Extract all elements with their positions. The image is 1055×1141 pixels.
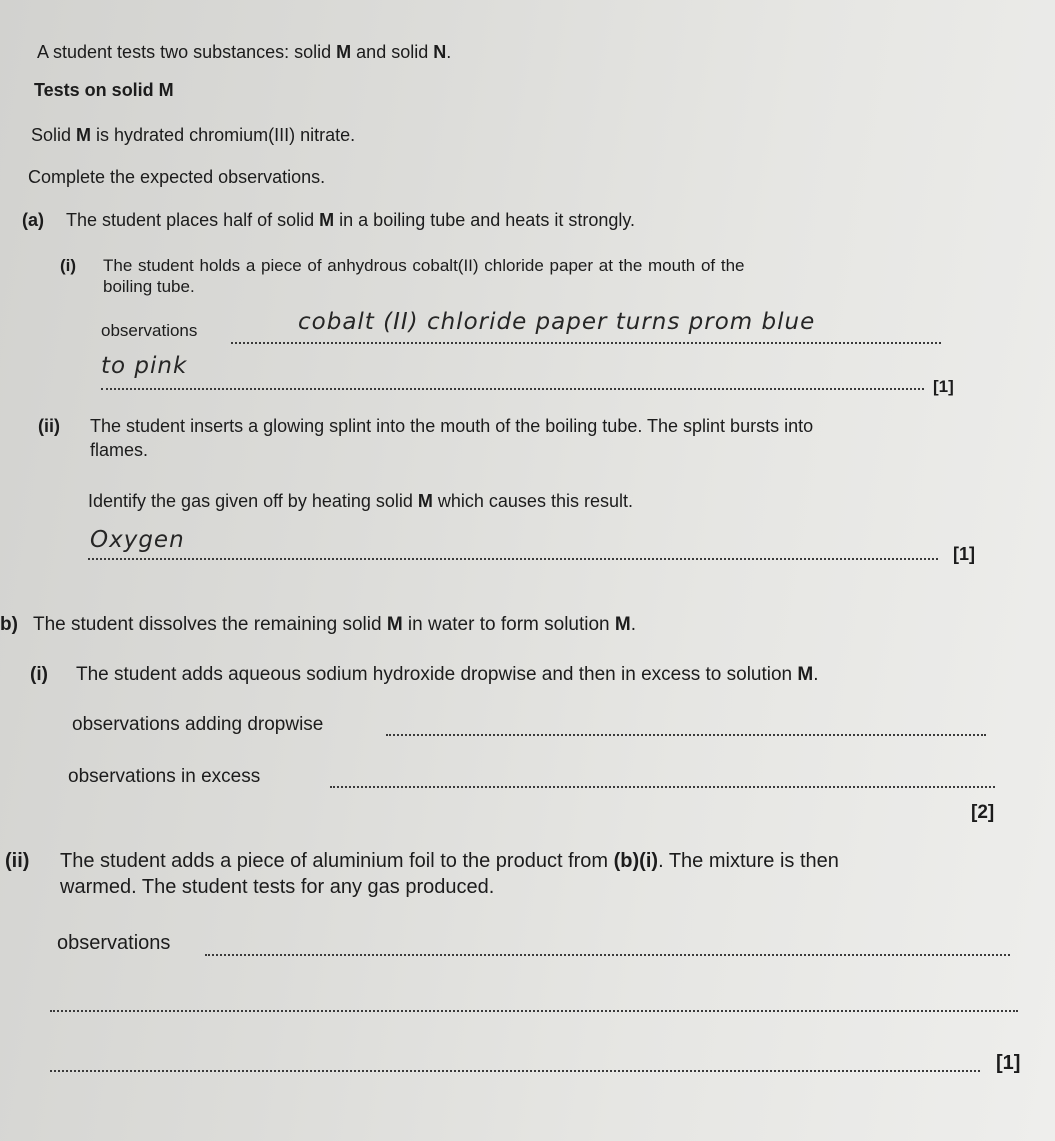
observations-dropwise-label: observations adding dropwise: [72, 714, 324, 735]
answer-line[interactable]: [50, 1070, 980, 1072]
answer-line[interactable]: [101, 388, 924, 390]
section-heading: Tests on solid M: [34, 80, 174, 100]
marks-label: [2]: [971, 802, 995, 823]
question-text: which causes this result.: [432, 491, 633, 511]
answer-line[interactable]: [386, 734, 986, 736]
marks-label: [1]: [996, 1052, 1021, 1074]
part-a-i-text-line2: boiling tube.: [103, 277, 195, 296]
part-b-label: b): [0, 614, 18, 635]
answer-line[interactable]: [50, 1010, 1018, 1012]
question-text: .: [813, 664, 819, 685]
question-reference: (b)(i): [613, 850, 659, 872]
observations-label: observations: [101, 321, 198, 340]
part-a-i-text-line1: The student holds a piece of anhydrous cobalt(II) chloride paper at the mouth of the: [103, 256, 745, 275]
question-text: .: [630, 614, 637, 635]
part-b-i-text: [76, 664, 819, 686]
part-b-ii-text-line1: [60, 850, 839, 873]
question-text: . The mixture is then: [658, 850, 839, 872]
solid-m-label: M: [417, 491, 433, 511]
question-text: in water to form solution: [402, 614, 615, 635]
observations-label: observations: [57, 932, 171, 954]
instruction: Complete the expected observations.: [28, 167, 326, 187]
part-a-ii-text-line2: flames.: [90, 440, 149, 460]
answer-line[interactable]: [231, 342, 941, 344]
solid-m-label: M: [336, 42, 352, 62]
intro-text: .: [446, 42, 452, 62]
handwritten-answer: cobalt (II) chloride paper turns prom blue: [298, 309, 816, 335]
part-a-ii-question: [88, 491, 633, 512]
question-text: The student adds a piece of aluminium foil to the product from: [60, 850, 614, 872]
part-a-label: (a): [22, 210, 44, 230]
solution-m-label: M: [614, 614, 631, 635]
part-b-ii-text-line2: warmed. The student tests for any gas produced.: [60, 876, 495, 898]
marks-label: [1]: [933, 377, 954, 396]
intro-text: A student tests two substances: solid: [37, 42, 337, 62]
intro-line: [37, 42, 451, 63]
solid-m-label: M: [76, 125, 92, 145]
observations-excess-label: observations in excess: [68, 766, 261, 787]
question-text: The student places half of solid: [66, 210, 320, 230]
solid-m-label: M: [386, 614, 403, 635]
solid-n-label: N: [433, 42, 447, 62]
part-b-i-label: (i): [30, 664, 48, 685]
solution-m-label: M: [797, 664, 814, 685]
answer-line[interactable]: [88, 558, 938, 560]
description-text: is hydrated chromium(III) nitrate.: [91, 125, 356, 145]
intro-text: and solid: [351, 42, 434, 62]
solid-m-label: M: [319, 210, 335, 230]
part-a-ii-text-line1: The student inserts a glowing splint into the mouth of the boiling tube. The splint bursts into: [90, 416, 814, 436]
handwritten-answer: Oxygen: [90, 527, 185, 553]
question-text: Identify the gas given off by heating solid: [88, 491, 418, 511]
part-a-text: [66, 210, 635, 231]
solid-m-description: [31, 125, 355, 146]
description-text: Solid: [31, 125, 77, 145]
part-a-i-label: (i): [60, 256, 77, 275]
question-text: The student dissolves the remaining solid: [33, 614, 387, 635]
answer-line[interactable]: [205, 954, 1010, 956]
question-text: in a boiling tube and heats it strongly.: [334, 210, 636, 230]
answer-line[interactable]: [330, 786, 995, 788]
handwritten-answer: to pink: [101, 353, 188, 379]
marks-label: [1]: [953, 544, 975, 564]
part-a-ii-label: (ii): [38, 416, 60, 436]
part-b-ii-label: (ii): [5, 850, 30, 872]
part-b-text: [33, 614, 636, 636]
question-text: The student adds aqueous sodium hydroxide dropwise and then in excess to solution: [76, 664, 798, 685]
